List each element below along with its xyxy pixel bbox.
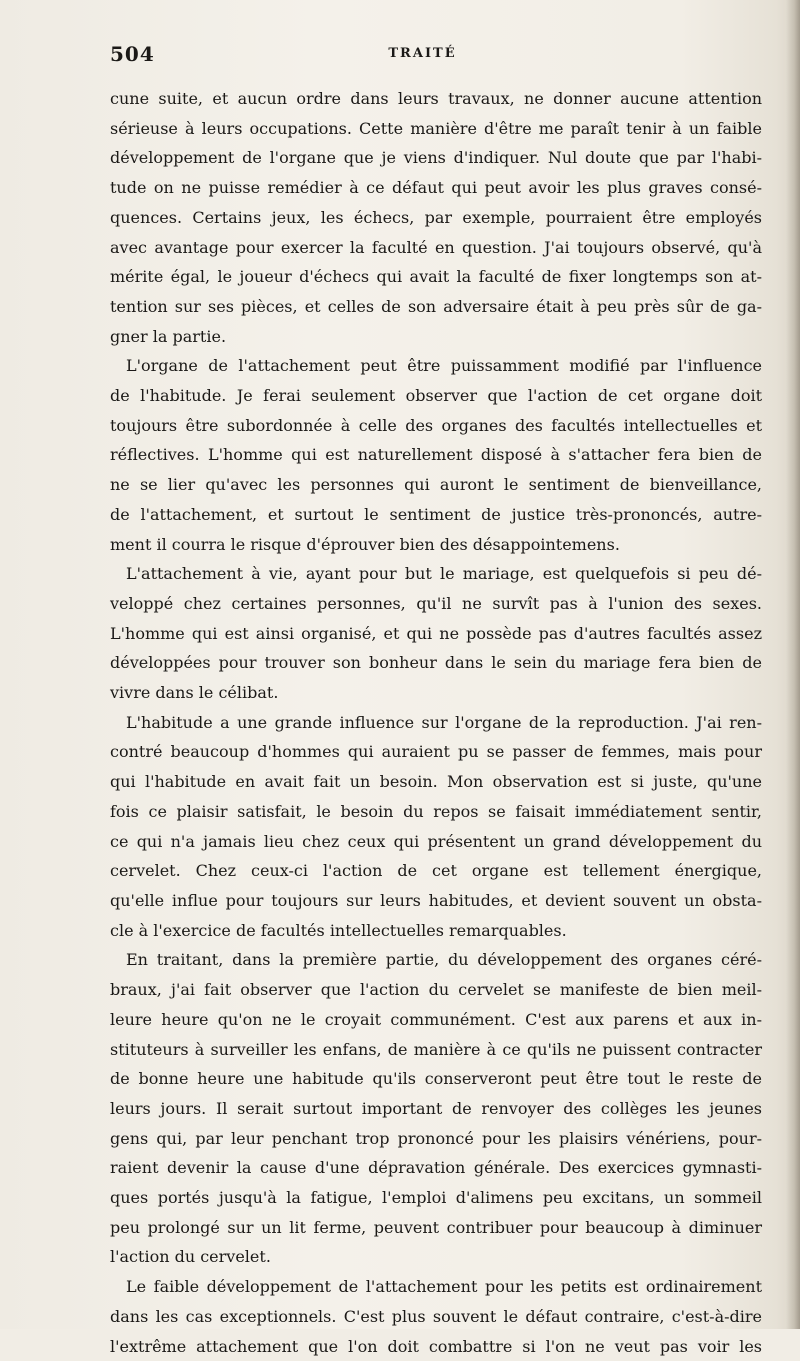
- text-line: l'action du cervelet.: [110, 1247, 271, 1267]
- text-line: braux, j'ai fait observer que l'action du cervelet se manifeste de bien meil-: [110, 980, 762, 1000]
- text-line: L'homme qui est ainsi organisé, et qui ne possède pas d'autres facultés assez: [110, 623, 762, 643]
- text-line: l'extrême attachement que l'on doit combattre si l'on ne veut pas voir les: [110, 1336, 762, 1356]
- text-line: L'habitude a une grande influence sur l'organe de la reproduction. J'ai ren-: [126, 712, 762, 732]
- text-line: ment il courra le risque d'éprouver bien des désappointemens.: [110, 534, 620, 554]
- text-line: développement de l'organe que je viens d'indiquer. Nul doute que par l'habi-: [110, 148, 762, 168]
- text-line: tention sur ses pièces, et celles de son adversaire était à peu près sûr de ga-: [110, 296, 762, 316]
- text-line: sérieuse à leurs occupations. Cette manière d'être me paraît tenir à un faible: [110, 118, 762, 138]
- text-line: développées pour trouver son bonheur dans le sein du mariage fera bien de: [110, 653, 762, 673]
- body-text: [110, 84, 762, 1361]
- text-line: ce qui n'a jamais lieu chez ceux qui présentent un grand développement du: [110, 831, 762, 851]
- text-line: peu prolongé sur un lit ferme, peuvent contribuer pour beaucoup à diminuer: [110, 1217, 762, 1237]
- text-line: de l'attachement, et surtout le sentiment de justice très-prononcés, autre-: [110, 504, 762, 524]
- text-line: fois ce plaisir satisfait, le besoin du repos se faisait immédiatement sentir,: [110, 801, 762, 821]
- text-line: En traitant, dans la première partie, du développement des organes céré-: [126, 950, 762, 970]
- text-line: raient devenir la cause d'une dépravation générale. Des exercices gymnasti-: [110, 1158, 762, 1178]
- text-line: gner la partie.: [110, 326, 227, 346]
- text-line: Le faible développement de l'attachement pour les petits est ordinairement: [126, 1277, 762, 1297]
- text-line: ne se lier qu'avec les personnes qui auront le sentiment de bienveillance,: [110, 475, 762, 495]
- text-line: contré beaucoup d'hommes qui auraient pu se passer de femmes, mais pour: [110, 742, 762, 762]
- text-line: de l'habitude. Je ferai seulement observer que l'action de cet organe doit: [110, 386, 762, 406]
- text-line: mérite égal, le joueur d'échecs qui avait la faculté de fixer longtemps son at-: [110, 267, 762, 287]
- text-line: avec avantage pour exercer la faculté en question. J'ai toujours observé, qu'à: [110, 237, 762, 257]
- text-line: réflectives. L'homme qui est naturellement disposé à s'attacher fera bien de: [110, 445, 762, 465]
- text-line: qui l'habitude en avait fait un besoin. Mon observation est si juste, qu'une: [110, 772, 762, 792]
- text-line: gens qui, par leur penchant trop prononcé pour les plaisirs vénériens, pour-: [110, 1128, 762, 1148]
- text-line: quences. Certains jeux, les échecs, par exemple, pourraient être employés: [110, 207, 762, 227]
- text-line: toujours être subordonnée à celle des organes des facultés intellectuelles et: [110, 415, 762, 435]
- text-line: leurs jours. Il serait surtout important de renvoyer des collèges les jeunes: [110, 1098, 762, 1118]
- page-edge-shadow: [786, 0, 800, 1329]
- text-line: tude on ne puisse remédier à ce défaut qui peut avoir les plus graves consé-: [110, 178, 762, 198]
- text-line: qu'elle influe pour toujours sur leurs habitudes, et devient souvent un obsta-: [110, 890, 762, 910]
- text-line: cle à l'exercice de facultés intellectuelles remarquables.: [110, 920, 567, 940]
- text-line: ques portés jusqu'à la fatigue, l'emploi d'alimens peu excitans, un sommeil: [110, 1188, 762, 1208]
- text-line: dans les cas exceptionnels. C'est plus souvent le défaut contraire, c'est-à-dire: [110, 1306, 762, 1326]
- page-header: [110, 42, 735, 72]
- text-line: L'organe de l'attachement peut être puissamment modifié par l'influence: [126, 356, 762, 376]
- text-line: cune suite, et aucun ordre dans leurs travaux, ne donner aucune attention: [110, 89, 762, 108]
- running-title: TRAITÉ: [388, 46, 457, 61]
- text-line: leure heure qu'on ne le croyait communément. C'est aux parens et aux in-: [110, 1009, 762, 1029]
- text-line: de bonne heure une habitude qu'ils conserveront peut être tout le reste de: [110, 1069, 762, 1089]
- text-line: veloppé chez certaines personnes, qu'il ne survît pas à l'union des sexes.: [110, 593, 762, 613]
- text-line: cervelet. Chez ceux-ci l'action de cet organe est tellement énergique,: [110, 861, 762, 881]
- text-line: stituteurs à surveiller les enfans, de manière à ce qu'ils ne puissent contracter: [110, 1039, 762, 1059]
- text-line: L'attachement à vie, ayant pour but le mariage, est quelquefois si peu dé-: [126, 564, 762, 584]
- page-number: 504: [110, 42, 155, 66]
- text-line: vivre dans le célibat.: [110, 683, 279, 703]
